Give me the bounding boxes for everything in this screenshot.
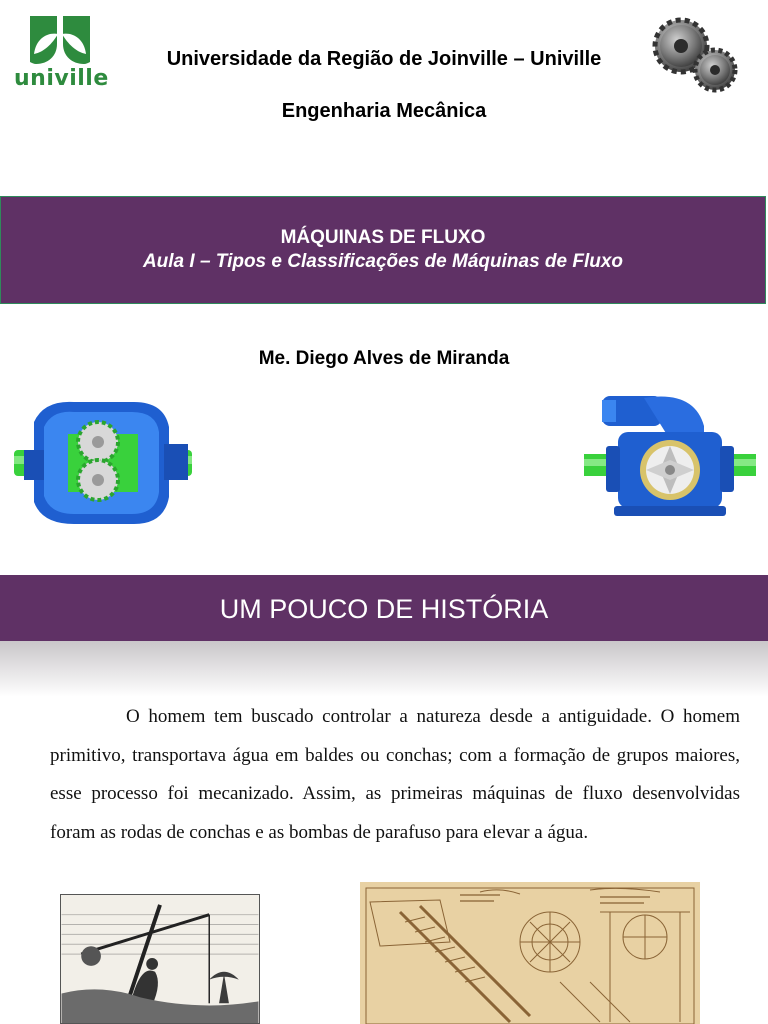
author-name: Me. Diego Alves de Miranda <box>258 348 510 369</box>
section-banner <box>0 575 768 641</box>
section-heading: UM POUCO DE HISTÓRIA <box>219 594 549 624</box>
banner-shadow <box>0 641 768 697</box>
gears-icon <box>645 10 740 98</box>
sketch-illustration <box>360 882 700 1024</box>
logo-wordmark: univille <box>14 66 109 91</box>
gear-pump-illustration <box>14 392 194 532</box>
presentation-title: MÁQUINAS DE FLUXO <box>280 227 486 248</box>
presentation-subtitle: Aula I – Tipos e Classificações de Máquinas de Fluxo <box>142 251 624 272</box>
history-paragraph: O homem tem buscado controlar a natureza desde a antiguidade. O homem primitivo, transportava água em baldes ou conchas; com a formação de grupos maiores, esse processo foi mecanizado. Assim, as primeiras máquinas de fluxo desenvolvidas foram as rodas de conchas e as bombas de parafuso para elevar a água. <box>50 706 740 843</box>
lobe-pump-illustration <box>584 386 756 526</box>
course-name: Engenharia Mecânica <box>281 100 487 122</box>
title-banner <box>0 196 766 304</box>
university-name: Universidade da Região de Joinville – Univille <box>166 48 602 70</box>
woodcut-illustration <box>60 894 260 1024</box>
